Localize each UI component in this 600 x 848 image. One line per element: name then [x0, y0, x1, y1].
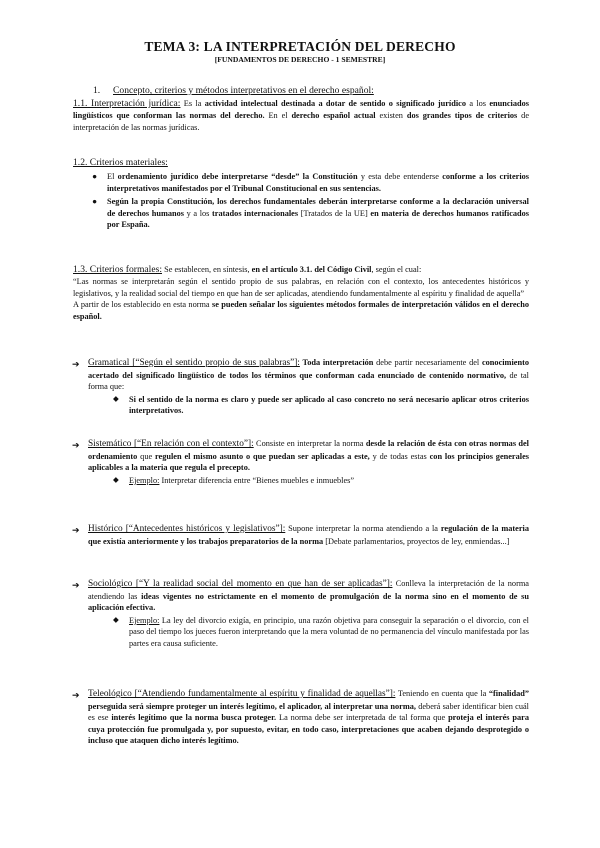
document-title: TEMA 3: LA INTERPRETACIÓN DEL DERECHO [144, 39, 456, 54]
text-run: y a los [184, 208, 213, 218]
bold-run: Según la propia Constitución, los derechos fundamentales deberán interpretarse conforme a la declaración universal de derechos humanos [107, 197, 529, 218]
bold-run: conforme a los criterios interpretativos manifestados por el Tribunal Constitucional en sus sentencias. [107, 172, 529, 193]
bold-run: “finalidad” perseguida será siempre proteger un interés legítimo, el aplicador, al interpretar una norma, [88, 689, 530, 711]
metodos-intro [73, 299, 529, 322]
method-sociologico [72, 578, 530, 649]
bold-run: Toda interpretación [299, 358, 374, 367]
bold-run: conocimiento acertado del significado lingüístico de todos los términos que conforman cada enunciado de contenido normativo, [88, 358, 529, 380]
bullet-icon: ● [92, 172, 98, 182]
text-run: Interpretar diferencia entre “Bienes muebles e inmuebles” [159, 475, 355, 485]
method-teleologico [72, 688, 530, 747]
list-item [73, 171, 529, 194]
text-run: y esta debe entenderse [357, 172, 443, 182]
text-run: El [107, 172, 118, 182]
example-label: Ejemplo: [129, 475, 160, 485]
arrow-right-icon: ➔ [72, 440, 80, 450]
method-gramatical [72, 357, 529, 417]
text-run: Conlleva la interpretación de la norma atendiendo las [88, 579, 529, 601]
criterios-materiales-list [73, 171, 529, 230]
section-1-heading [73, 84, 529, 97]
subsection-1-1-heading: 1.1. Interpretación jurídica: [73, 98, 181, 110]
method-sistematico-text [88, 438, 529, 474]
bold-run: en el artículo 3.1. del Código Civil [251, 265, 372, 274]
bold-run: en materia de derechos humanos ratificados por España. [107, 208, 530, 229]
text-run: a los [465, 99, 490, 109]
subsection-1-2-heading: 1.2. Criterios materiales: [73, 157, 168, 168]
text-run: debe partir necesariamente del [373, 358, 482, 367]
arrow-right-icon: ➔ [72, 580, 80, 590]
example-label: Ejemplo: [129, 615, 160, 625]
bullet-icon: ● [92, 197, 98, 207]
text-run: A partir de los establecido en esta norma [73, 300, 212, 310]
text-run: que [137, 451, 156, 461]
bold-run: ordenamiento jurídico debe interpretarse “desde” la Constitución [117, 172, 358, 182]
subsection-1-3-heading: 1.3. Criterios formales: [73, 264, 162, 275]
text-run: y de todas estas [369, 451, 430, 461]
diamond-bullet-icon: ◆ [113, 393, 119, 403]
method-historico-text [88, 523, 529, 547]
diamond-bullet-icon: ◆ [113, 474, 119, 484]
text-run: La norma debe ser interpretada de tal forma que [276, 713, 449, 723]
bold-run: desde la relación de ésta con otras normas del ordenamiento [88, 439, 529, 461]
text-run: Consiste en interpretar la norma [253, 439, 366, 448]
method-sistematico-heading: Sistemático [“En relación con el contexto”]: [88, 439, 254, 449]
arrow-right-icon: ➔ [72, 690, 80, 700]
bold-run: tratados internacionales [212, 208, 299, 218]
text-run: Se establecen, en síntesis, [162, 265, 252, 274]
bold-run: actividad intelectual destinada a dotar de sentido o significado jurídico [204, 99, 466, 109]
criterios-formales-intro [73, 263, 529, 276]
text-run: deberá saber identificar bien cuál es ese [88, 701, 529, 723]
text-run: [Debate parlamentarios, proyectos de ley, enmiendas...] [323, 536, 510, 546]
method-teleologico-heading: Teleológico [“Atendiendo fundamentalmente al espíritu y finalidad de aquellas”]: [88, 689, 396, 699]
text-run: de tal forma que: [88, 370, 529, 392]
method-gramatical-heading: Gramatical [“Según el sentido propio de sus palabras”]: [88, 358, 300, 368]
section-1 [73, 84, 529, 133]
section-1-3 [73, 263, 529, 322]
method-sistematico [72, 438, 529, 486]
text-run: , según el cual: [371, 265, 422, 274]
text-run: Teniendo en cuenta que la [395, 689, 489, 698]
method-historico [72, 523, 530, 547]
section-1-2 [73, 156, 529, 232]
arrow-right-icon: ➔ [72, 525, 80, 535]
text-run: La ley del divorcio exigía, en principio, una razón objetiva para conseguir la separación o el divorcio, con el paso del tiempo los jueces fueron interpretando que la mera voluntad de no permanencia del vínculo manifestada por las partes era causa suficiente. [129, 615, 529, 648]
method-gramatical-subpoint [88, 394, 529, 417]
bold-run: con los principios generales aplicables a la materia que regula el precepto. [88, 451, 529, 473]
list-item [73, 196, 529, 230]
method-teleologico-text [88, 688, 529, 747]
method-gramatical-text [88, 357, 529, 393]
text-run: Supone interpretar la norma atendiendo a la [285, 524, 441, 533]
bold-run: regulación de la materia que existía anteriormente y los trabajos preparatorios de la norma [88, 524, 530, 546]
diamond-bullet-icon: ◆ [113, 614, 119, 624]
method-sociologico-heading: Sociológico [“Y la realidad social del momento en que han de ser aplicadas”]: [88, 579, 393, 589]
text-run: En el [264, 111, 292, 121]
method-historico-heading: Histórico [“Antecedentes históricos y legislativos”]: [88, 524, 286, 534]
method-sociologico-example [88, 615, 529, 649]
text-run: Es la [180, 99, 205, 109]
section-1-title: Concepto, criterios y métodos interpretativos en el derecho español: [113, 85, 374, 96]
bold-run: enunciados lingüísticos que conforman las normas del derecho. [73, 99, 529, 121]
bold-run: interés legítimo que la norma busca proteger. [111, 713, 277, 723]
text-run: de interpretación de las normas jurídicas. [73, 111, 530, 132]
text-run: [Tratados de la UE] [298, 208, 371, 218]
arrow-right-icon: ➔ [72, 359, 80, 369]
bold-run: se pueden señalar los siguientes métodos formales de interpretación válidos en el derecho español. [73, 300, 530, 321]
bold-run: dos grandes tipos de criterios [406, 111, 518, 121]
bold-run: derecho español actual [291, 111, 376, 121]
section-1-number: 1. [93, 85, 101, 96]
method-sistematico-example [88, 475, 529, 486]
bold-run: regulen el mismo asunto o que puedan ser aplicadas a este, [155, 451, 370, 461]
document-subtitle: [FUNDAMENTOS DE DERECHO - 1 SEMESTRE] [214, 55, 386, 64]
text-run: existen [375, 111, 407, 121]
bold-run: Si el sentido de la norma es claro y puede ser aplicado al caso concreto no será necesario aplicar otros criterios interpretativos. [129, 394, 529, 416]
interpretacion-juridica-paragraph [73, 97, 529, 133]
codigo-civil-quote: “Las normas se interpretarán según el sentido propio de sus palabras, en relación con el contexto, los antecedentes históricos y legislativos, y la realidad social del tiempo en que han de ser aplicadas, atendiendo fundamentalmente al espíritu y finalidad de aquella” [73, 277, 529, 298]
bold-run: proteja el interés para cuya protección fue promulgada y, por supuesto, evitar, en todo caso, interpretaciones que acaben dejando desprotegido o incluso que ataquen dicho interés legítimo. [88, 713, 530, 746]
bold-run: ideas vigentes no estrictamente en el momento de promulgación de la norma sino en el momento de su aplicación efectiva. [88, 591, 530, 613]
method-sociologico-text [88, 578, 529, 614]
